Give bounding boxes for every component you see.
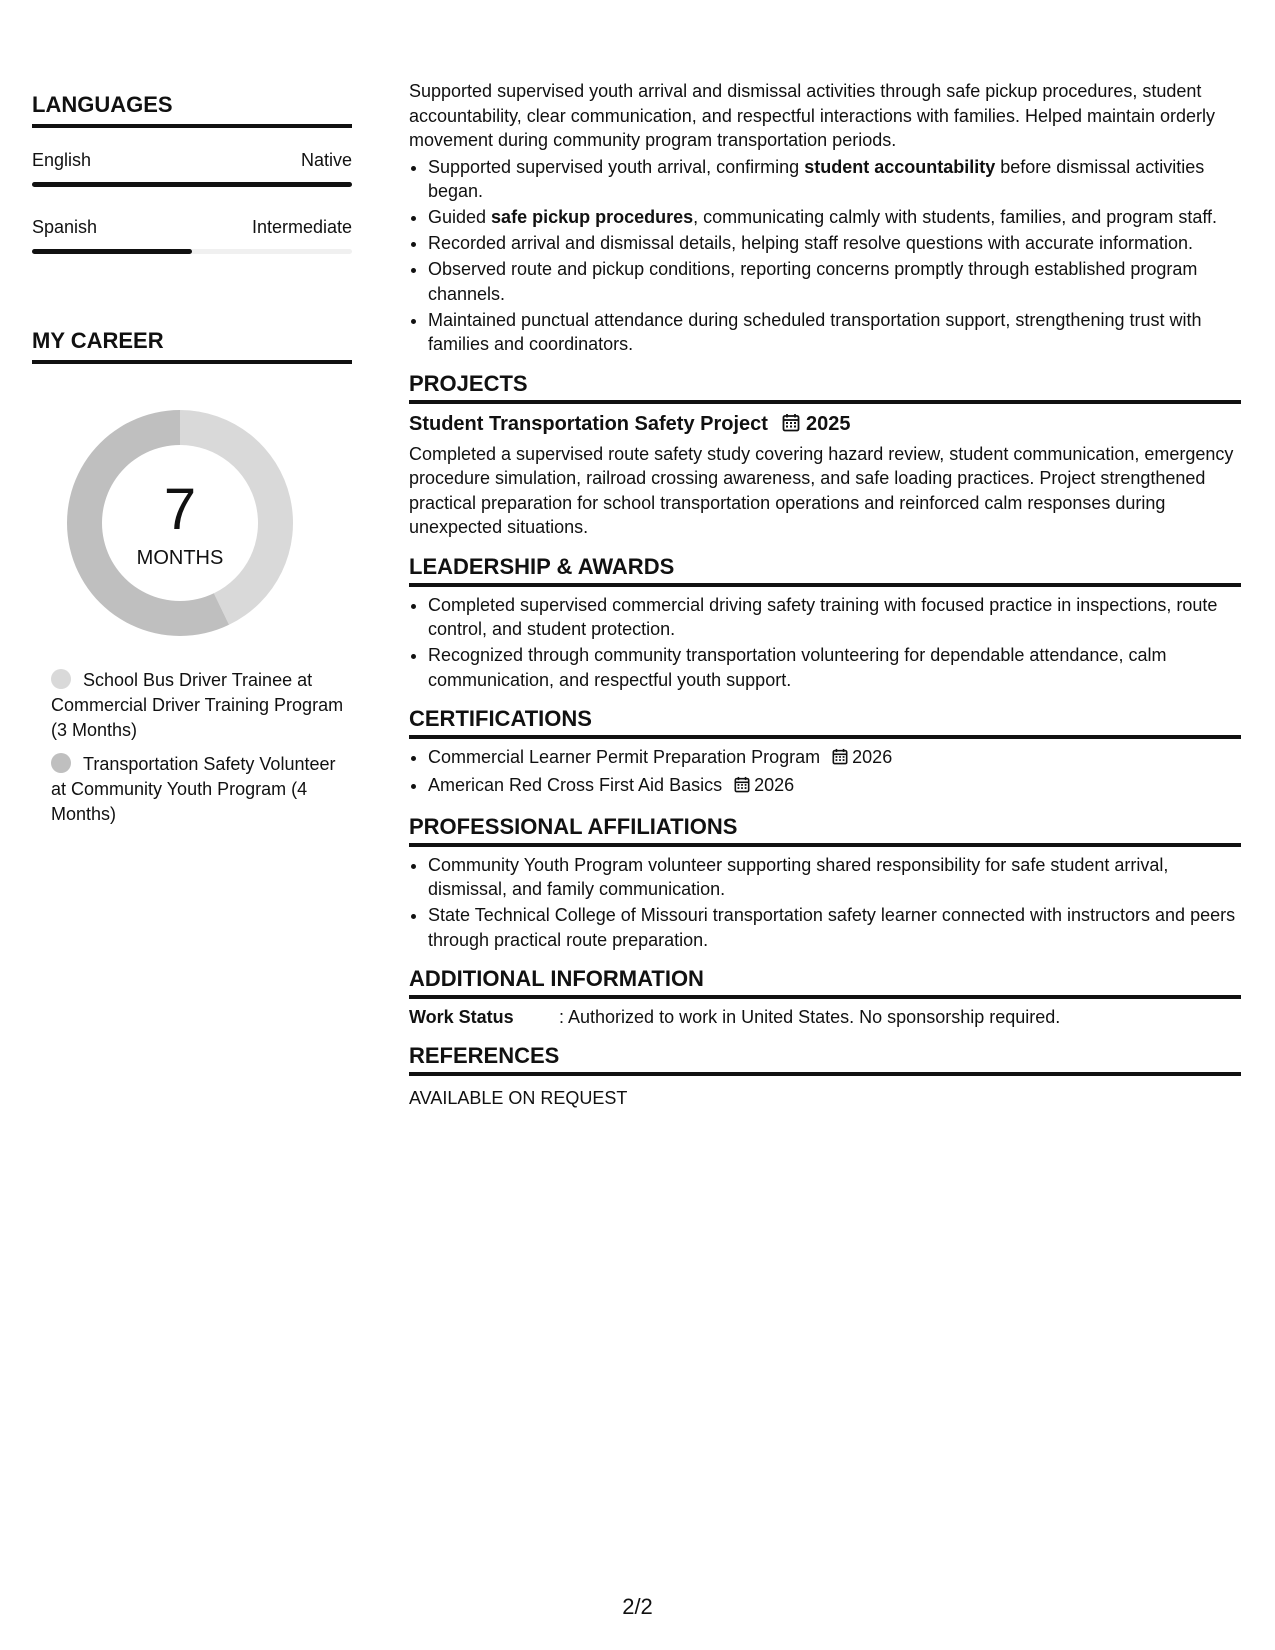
- main-content: [409, 79, 1241, 1110]
- additional-info-heading: ADDITIONAL INFORMATION: [409, 964, 1241, 999]
- work-status-value: : Authorized to work in United States. No sponsorship required.: [559, 1007, 1061, 1027]
- language-item-spanish: [32, 215, 352, 254]
- experience-summary: Supported supervised youth arrival and dismissal activities through safe pickup procedures, student accountability, clear communication, and respectful interactions with families. Helped maintain orderly movement during community program transportation periods.: [409, 81, 1216, 150]
- language-proficiency-fill: [32, 182, 352, 187]
- references-heading: REFERENCES: [409, 1041, 1241, 1076]
- experience-bullets: [409, 155, 1241, 357]
- certification-item: [428, 745, 1241, 772]
- experience-bullet: • Observed route and pickup conditions, reporting concerns promptly through established program channels.: [428, 257, 1241, 306]
- certification-item: [428, 773, 1241, 800]
- experience-bullet: • Guided safe pickup procedures, communicating calmly with students, families, and program staff.: [428, 205, 1241, 230]
- career-legend-item: [51, 668, 352, 743]
- calendar-icon: [782, 412, 800, 440]
- references-text: AVAILABLE ON REQUEST: [409, 1088, 628, 1108]
- project-year: 2025: [805, 412, 851, 435]
- language-name: Spanish: [32, 217, 98, 237]
- affiliation-item: • Community Youth Program volunteer supporting shared responsibility for safe student arrival, dismissal, and family communication.: [428, 853, 1241, 902]
- affiliations-list: [409, 853, 1241, 953]
- language-level: Intermediate: [251, 217, 352, 237]
- experience-bullet: • Recorded arrival and dismissal details, helping staff resolve questions with accurate information.: [428, 231, 1241, 256]
- language-proficiency-bar: [32, 249, 352, 254]
- certification-year: 2026: [754, 775, 795, 795]
- languages-heading: LANGUAGES: [32, 90, 352, 128]
- affiliation-item: • State Technical College of Missouri transportation safety learner connected with instructors and peers through practical route preparation.: [428, 903, 1241, 952]
- sidebar: [32, 90, 352, 836]
- project-title-row: [409, 410, 1241, 440]
- leadership-list: [409, 593, 1241, 693]
- leadership-item: • Recognized through community transportation volunteering for dependable attendance, calm communication, and respectful youth support.: [428, 643, 1241, 692]
- calendar-icon: [832, 747, 848, 772]
- work-status-row: [409, 1005, 1241, 1029]
- project-title: Student Transportation Safety Project: [409, 412, 768, 435]
- projects-heading: PROJECTS: [409, 369, 1241, 404]
- career-legend-text: Transportation Safety Volunteer at Community Youth Program (4 Months): [51, 754, 336, 824]
- language-name: English: [32, 150, 92, 170]
- career-heading: MY CAREER: [32, 326, 352, 364]
- career-legend: [51, 668, 352, 827]
- certifications-heading: CERTIFICATIONS: [409, 704, 1241, 739]
- language-level: Native: [300, 150, 352, 170]
- certification-name: Commercial Learner Permit Preparation Program: [428, 747, 821, 767]
- certification-year: 2026: [852, 747, 893, 767]
- affiliations-heading: PROFESSIONAL AFFILIATIONS: [409, 812, 1241, 847]
- career-legend-text: School Bus Driver Trainee at Commercial Driver Training Program (3 Months): [51, 670, 344, 740]
- project-description: Completed a supervised route safety study covering hazard review, student communication, emergency procedure simulation, railroad crossing awareness, and safe loading practices. Project strengthened practical preparation for school transportation operations and reinforced calm responses during unexpected situations.: [409, 443, 1234, 537]
- career-total-unit: MONTHS: [136, 547, 224, 569]
- leadership-item: • Completed supervised commercial driving safety training with focused practice in inspections, route control, and student protection.: [428, 593, 1241, 642]
- certifications-list: [409, 745, 1241, 800]
- language-item-english: [32, 148, 352, 187]
- calendar-icon: [734, 775, 750, 800]
- language-proficiency-bar: [32, 182, 352, 187]
- leadership-heading: LEADERSHIP & AWARDS: [409, 552, 1241, 587]
- career-donut-chart: [65, 408, 295, 638]
- language-proficiency-fill: [32, 249, 192, 254]
- legend-dot-icon: [51, 753, 71, 773]
- career-legend-item: [51, 752, 352, 827]
- work-status-label: Work Status: [409, 1007, 514, 1027]
- certification-name: American Red Cross First Aid Basics: [428, 775, 723, 795]
- career-total-number: 7: [163, 477, 197, 542]
- page-number: 2/2: [622, 1594, 653, 1619]
- experience-bullet: • Maintained punctual attendance during scheduled transportation support, strengthening trust with families and coordinators.: [428, 308, 1241, 357]
- experience-bullet: • Supported supervised youth arrival, confirming student accountability before dismissal activities began.: [428, 155, 1241, 204]
- legend-dot-icon: [51, 669, 71, 689]
